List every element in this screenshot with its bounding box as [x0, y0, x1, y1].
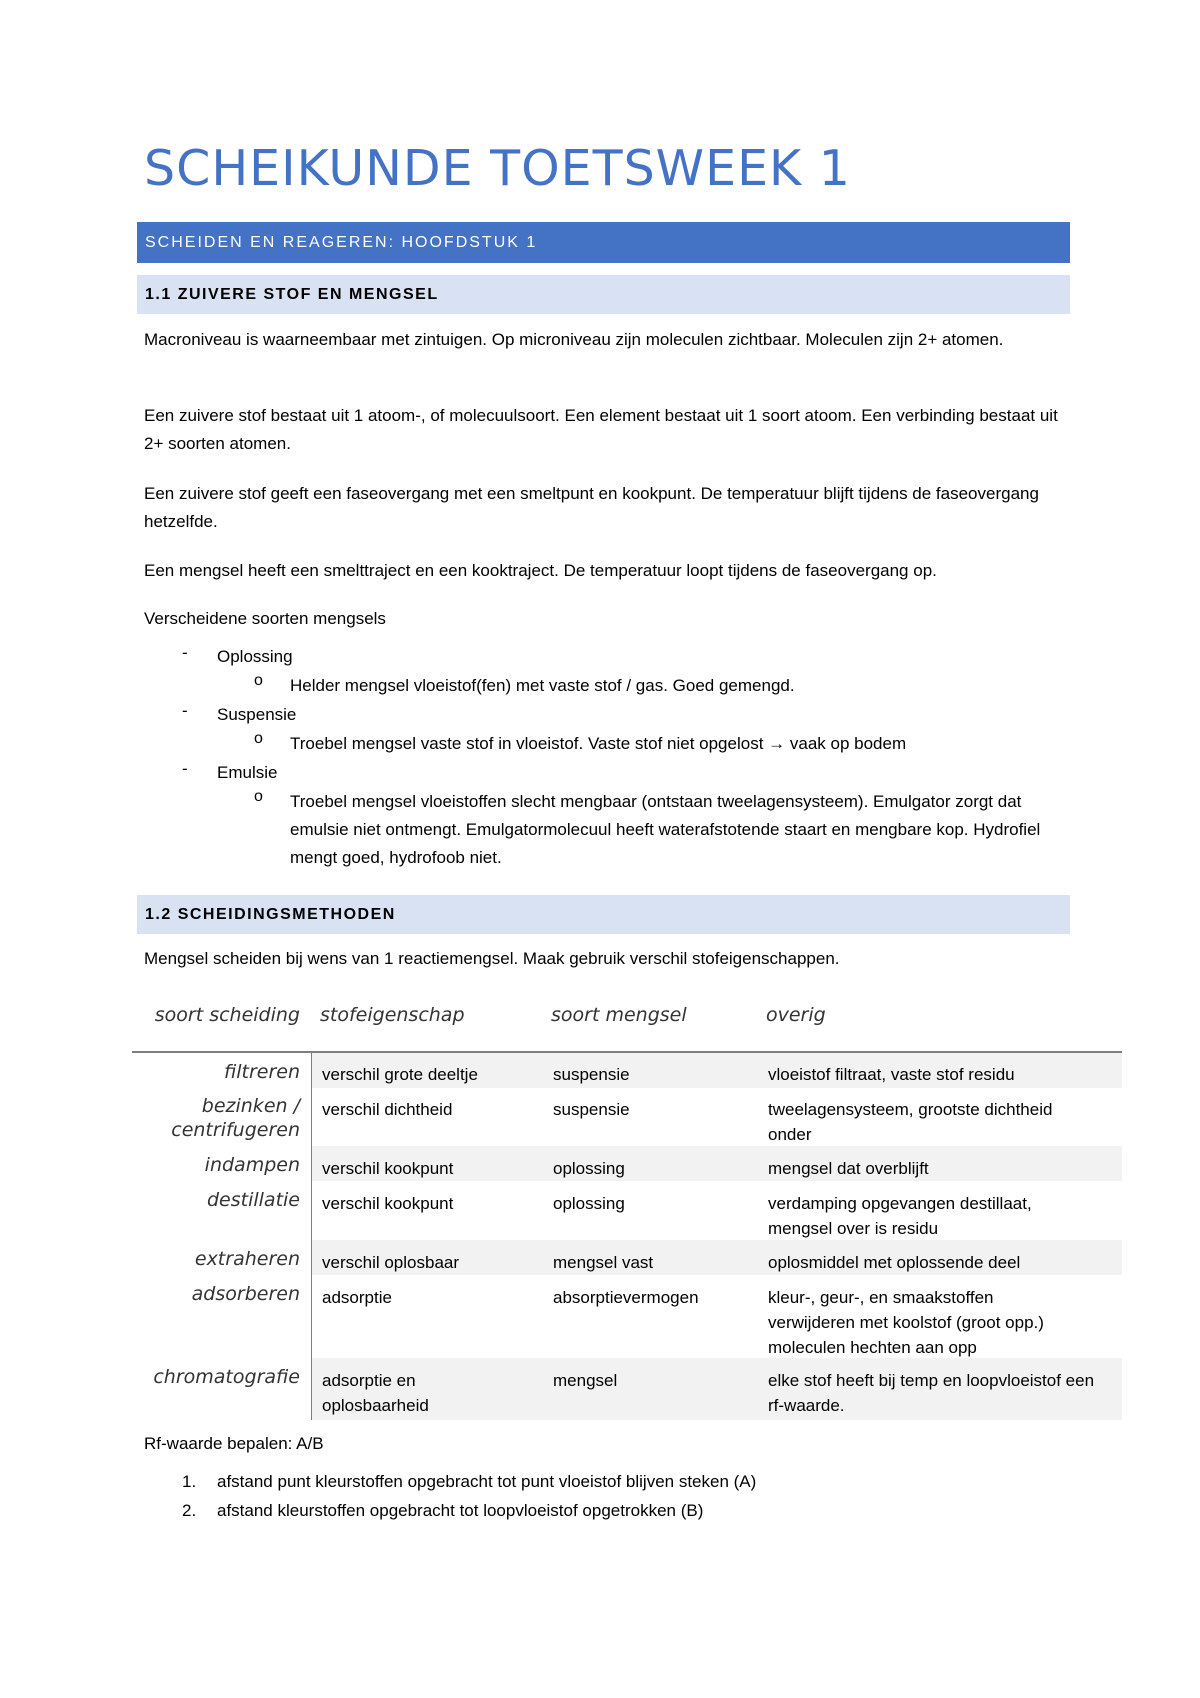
- table-cell-property: adsorptie: [322, 1288, 392, 1307]
- table-row-method: filtreren: [223, 1061, 300, 1083]
- rf-step-number: 1.: [182, 1472, 197, 1491]
- rf-heading: Rf-waarde bepalen: A/B: [144, 1434, 324, 1453]
- list-intro: Verscheidene soorten mengsels: [144, 609, 386, 628]
- table-header-overig: overig: [766, 1004, 826, 1026]
- table-header-soort-scheiding: soort scheiding: [154, 1004, 300, 1026]
- rf-step-number: 2.: [182, 1501, 197, 1520]
- list-circle-bullet: o: [254, 730, 263, 747]
- table-column-divider: [311, 1053, 312, 1420]
- table-row-method: extraheren: [194, 1248, 300, 1270]
- chapter-heading: SCHEIDEN EN REAGEREN: HOOFDSTUK 1: [137, 222, 1070, 263]
- list-item-name-emulsie: Emulsie: [217, 763, 278, 782]
- table-cell-other: kleur-, geur-, en smaakstoffen verwijderen met koolstof (groot opp.) moleculen hechten aan opp: [768, 1288, 1044, 1357]
- rf-step-text: afstand kleurstoffen opgebracht tot loopvloeistof opgetrokken (B): [217, 1501, 704, 1520]
- list-circle-bullet: o: [254, 788, 263, 805]
- list-circle-bullet: o: [254, 672, 263, 689]
- table-cell-other: tweelagensysteem, grootste dichtheid onder: [768, 1100, 1053, 1144]
- table-cell-property: adsorptie en oplosbaarheid: [322, 1371, 429, 1415]
- list-item-name-suspensie: Suspensie: [217, 705, 297, 724]
- paragraph-scheiden-intro: Mengsel scheiden bij wens van 1 reactiemengsel. Maak gebruik verschil stofeigenschappen.: [144, 949, 840, 968]
- table-cell-other: oplosmiddel met oplossende deel: [768, 1253, 1021, 1272]
- section-heading-1-2: 1.2 SCHEIDINGSMETHODEN: [137, 895, 1070, 934]
- list-item-name-oplossing: Oplossing: [217, 647, 293, 666]
- table-cell-property: verschil oplosbaar: [322, 1253, 460, 1272]
- table-cell-mixture: absorptievermogen: [553, 1288, 699, 1307]
- table-cell-mixture: mengsel: [553, 1371, 618, 1390]
- table-header-stofeigenschap: stofeigenschap: [320, 1004, 465, 1026]
- table-cell-mixture: oplossing: [553, 1159, 625, 1178]
- table-row-method: bezinken / centrifugeren: [171, 1095, 300, 1141]
- section-heading-1-1: 1.1 ZUIVERE STOF EN MENGSEL: [137, 275, 1070, 314]
- table-cell-mixture: oplossing: [553, 1194, 625, 1213]
- paragraph-mengsel: Een mengsel heeft een smelttraject en een kooktraject. De temperatuur loopt tijdens de faseovergang op.: [144, 561, 937, 580]
- table-cell-property: verschil kookpunt: [322, 1194, 454, 1213]
- table-cell-other: verdamping opgevangen destillaat, mengsel over is residu: [768, 1194, 1032, 1238]
- list-item-detail-suspensie: Troebel mengsel vaste stof in vloeistof. Vaste stof niet opgelost → vaak op bodem: [290, 734, 907, 753]
- table-row-method: destillatie: [207, 1189, 300, 1211]
- table-row-method: adsorberen: [191, 1283, 300, 1305]
- paragraph-zuivere-stof: Een zuivere stof bestaat uit 1 atoom-, of molecuulsoort. Een element bestaat uit 1 soort atoom. Een verbinding bestaat uit 2+ soorten atomen.: [144, 406, 1058, 453]
- list-item-detail-emulsie: Troebel mengsel vloeistoffen slecht mengbaar (ontstaan tweelagensysteem). Emulgator zorgt dat emulsie niet ontmengt. Emulgatormolecuul heeft waterafstotende staart en mengbare kop. Hydrofiel mengt goed, hydrofoob niet.: [290, 792, 1041, 867]
- table-cell-property: verschil kookpunt: [322, 1159, 454, 1178]
- list-dash: -: [182, 643, 188, 662]
- table-cell-property: verschil dichtheid: [322, 1100, 453, 1119]
- document-title: SCHEIKUNDE TOETSWEEK 1: [144, 140, 851, 197]
- table-cell-mixture: suspensie: [553, 1065, 630, 1084]
- table-cell-property: verschil grote deeltje: [322, 1065, 478, 1084]
- table-cell-mixture: mengsel vast: [553, 1253, 654, 1272]
- list-dash: -: [182, 759, 188, 778]
- list-item-detail-oplossing: Helder mengsel vloeistof(fen) met vaste stof / gas. Goed gemengd.: [290, 676, 795, 695]
- table-cell-mixture: suspensie: [553, 1100, 630, 1119]
- table-cell-other: mengsel dat overblijft: [768, 1159, 929, 1178]
- table-cell-other: elke stof heeft bij temp en loopvloeistof een rf-waarde.: [768, 1371, 1095, 1415]
- list-dash: -: [182, 701, 188, 720]
- table-header-soort-mengsel: soort mengsel: [551, 1004, 687, 1026]
- rf-step-text: afstand punt kleurstoffen opgebracht tot punt vloeistof blijven steken (A): [217, 1472, 757, 1491]
- paragraph-faseovergang: Een zuivere stof geeft een faseovergang met een smeltpunt en kookpunt. De temperatuur blijft tijdens de faseovergang hetzelfde.: [144, 484, 1039, 531]
- table-cell-other: vloeistof filtraat, vaste stof residu: [768, 1065, 1015, 1084]
- table-row-method: indampen: [204, 1154, 300, 1176]
- table-row-method: chromatografie: [153, 1366, 300, 1388]
- paragraph-macroniveau: Macroniveau is waarneembaar met zintuigen. Op microniveau zijn moleculen zichtbaar. Moleculen zijn 2+ atomen.: [144, 330, 1004, 349]
